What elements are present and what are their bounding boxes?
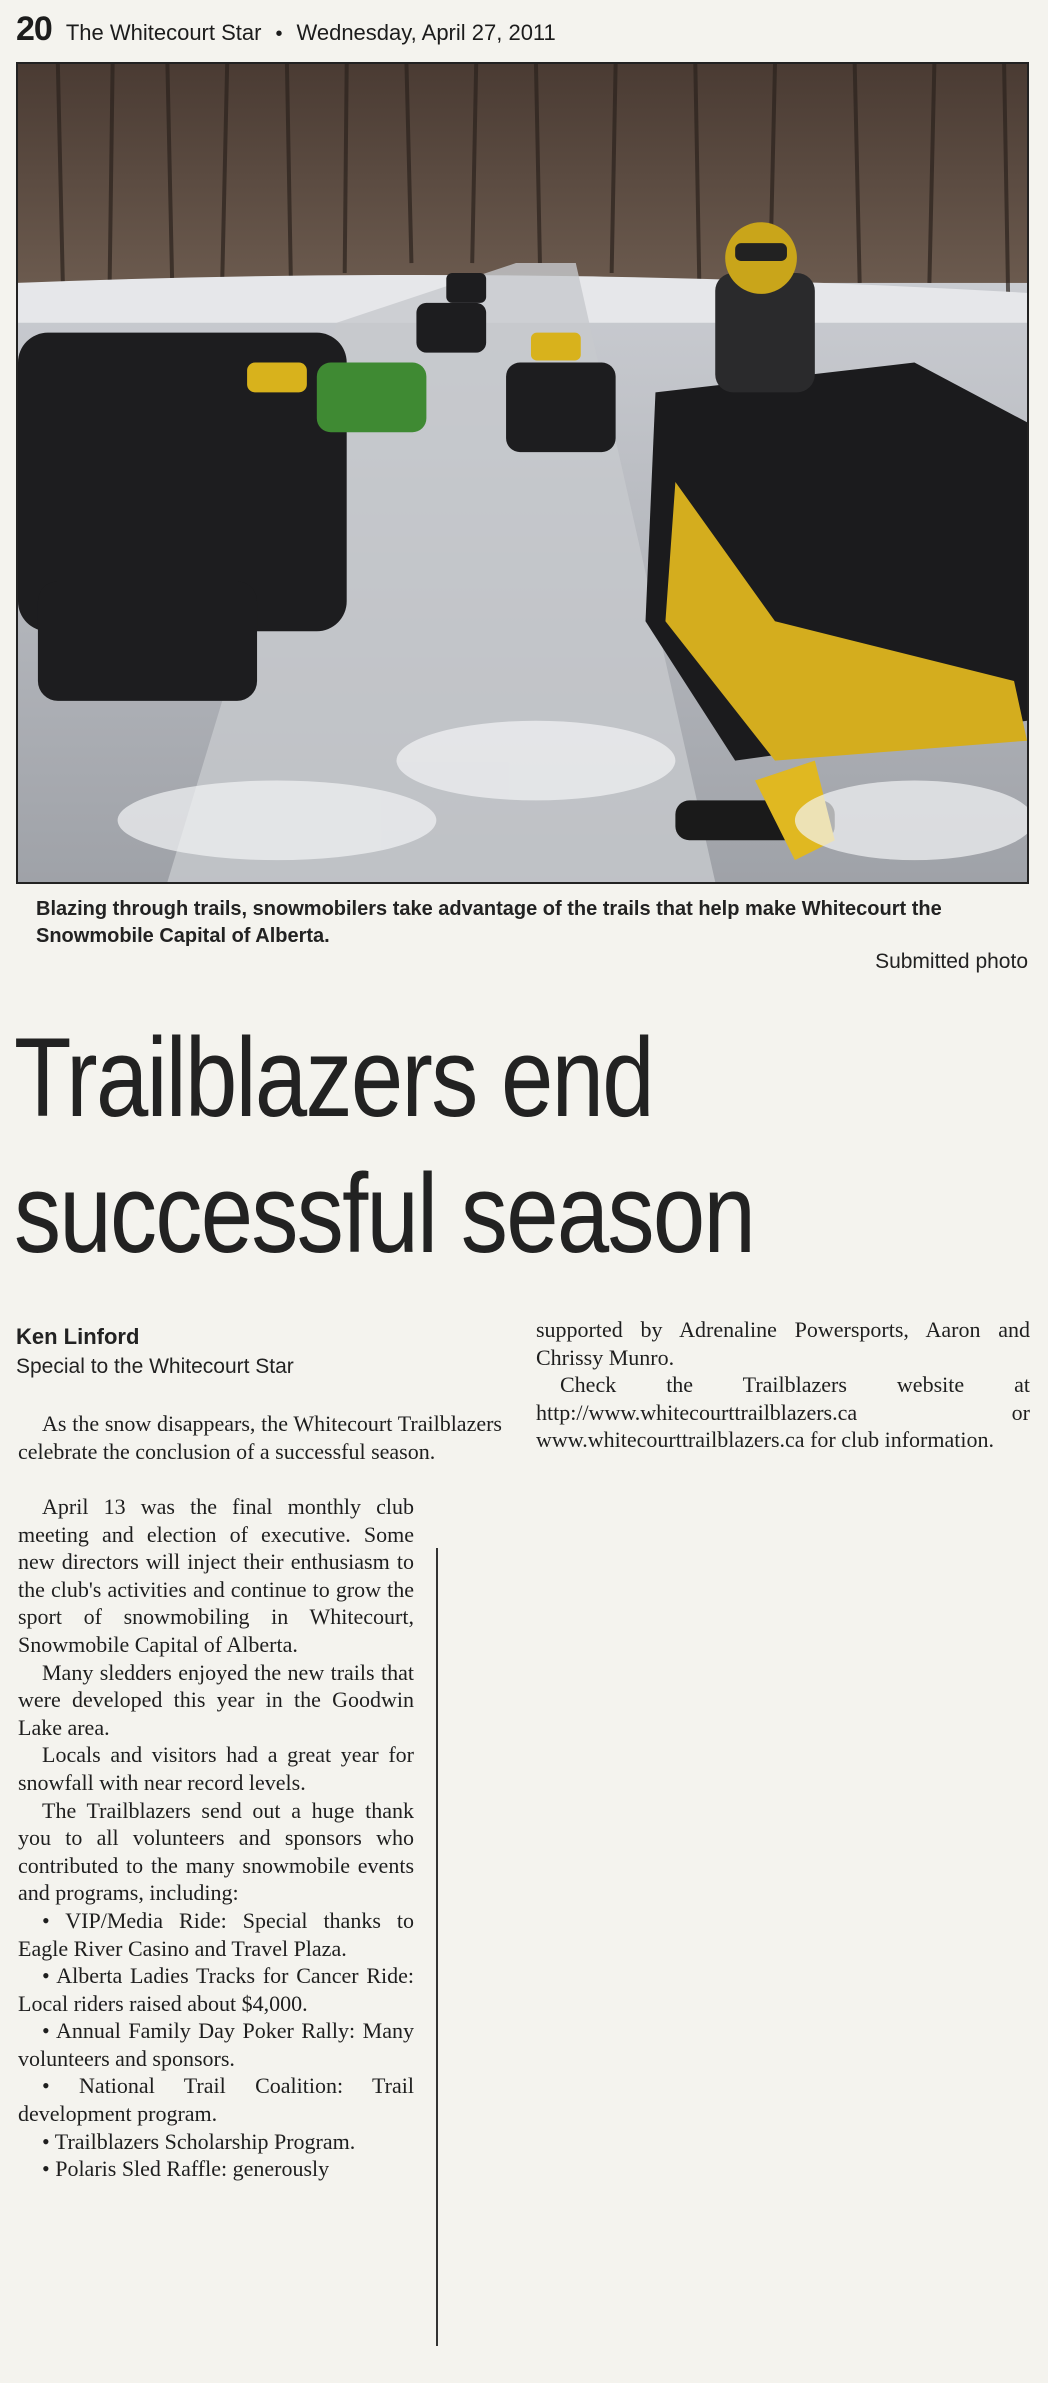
paragraph: Many sledders enjoyed the new trails that were developed this year in the Goodwin Lake area. (18, 1659, 414, 1740)
paragraph: The Trailblazers send out a huge thank you to all volunteers and sponsors who contributed to the many snowmobile events and programs, including: (18, 1797, 414, 1906)
author-name: Ken Linford (16, 1324, 140, 1349)
article-column-1 (18, 1493, 414, 2183)
website-paragraph: Check the Trailblazers website at http://www.whitecourttrailblazers.ca or www.whitecourttrailblazers.ca for club information. (536, 1372, 1030, 1453)
publication-name: The Whitecourt Star (65, 20, 262, 45)
byline (16, 1322, 294, 1382)
snowmobile-photo-illustration (18, 64, 1027, 882)
snowmobile-photo (16, 62, 1029, 884)
photo-credit: Submitted photo (875, 950, 1028, 973)
article-column-2 (536, 1316, 1030, 1454)
publication-date: Wednesday, April 27, 2011 (296, 20, 556, 45)
list-item: • Polaris Sled Raffle: generously (42, 2156, 330, 2182)
continuation-paragraph: supported by Adrenaline Powersports, Aaron and Chrissy Munro. (536, 1317, 1030, 1370)
page-header (16, 10, 556, 54)
lead-paragraph: As the snow disappears, the Whitecourt Trailblazers celebrate the conclusion of a successful season. (18, 1411, 502, 1464)
headline-line-2: successful season (14, 1151, 755, 1276)
headline-line-1: Trailblazers end (14, 1015, 653, 1140)
header-separator: • (275, 23, 283, 45)
list-item: • Alberta Ladies Tracks for Cancer Ride: Local riders raised about $4,000. (18, 1963, 414, 2016)
list-item: • Trailblazers Scholarship Program. (42, 2128, 356, 2154)
article-headline (14, 1010, 862, 1282)
list-item: • National Trail Coalition: Trail development program. (18, 2073, 414, 2127)
article-lead (18, 1410, 502, 1465)
paragraph: April 13 was the final monthly club meeting and election of executive. Some new directors will inject their enthusiasm to the club's activities and continue to grow the sport of snowmobiling in Whitecourt, Snowmobile Capital of Alberta. (18, 1494, 414, 1657)
list-item: • VIP/Media Ride: Special thanks to Eagle River Casino and Travel Plaza. (18, 1907, 414, 1961)
paragraph: Locals and visitors had a great year for snowfall with near record levels. (18, 1742, 414, 1795)
list-item: • Annual Family Day Poker Rally: Many volunteers and sponsors. (18, 2018, 414, 2071)
page-number: 20 (16, 10, 52, 48)
column-divider (436, 1548, 438, 2346)
photo-caption: Blazing through trails, snowmobilers take advantage of the trails that help make Whitecourt the Snowmobile Capital of Alberta. (36, 898, 942, 947)
author-affiliation: Special to the Whitecourt Star (16, 1355, 294, 1378)
